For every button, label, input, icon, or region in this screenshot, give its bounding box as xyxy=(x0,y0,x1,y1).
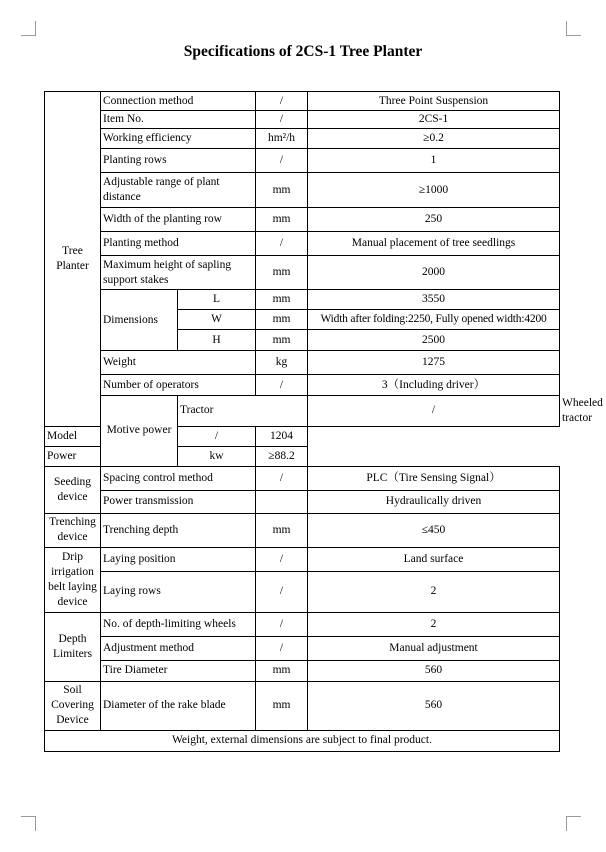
value-cell: Hydraulically driven xyxy=(308,490,560,513)
param-label: Width of the planting row xyxy=(101,208,256,232)
value-cell: ≤450 xyxy=(308,513,560,547)
unit-cell: kw xyxy=(178,446,256,466)
unit-cell: / xyxy=(256,571,308,612)
unit-cell: mm xyxy=(256,681,308,730)
unit-cell: mm xyxy=(256,290,308,310)
group-label: Trenching device xyxy=(45,513,101,547)
value-cell: Three Point Suspension xyxy=(308,92,560,111)
table-row xyxy=(45,173,560,208)
unit-cell: mm xyxy=(256,513,308,547)
unit-cell: hm²/h xyxy=(256,129,308,149)
param-label: Connection method xyxy=(101,92,256,111)
value-cell: ≥0.2 xyxy=(308,129,560,149)
table-row xyxy=(45,730,560,751)
value-cell: 1 xyxy=(308,149,560,173)
unit-cell: mm xyxy=(256,330,308,351)
table-row xyxy=(45,375,560,396)
value-cell: 2 xyxy=(308,571,560,612)
param-label: Adjustment method xyxy=(101,636,256,660)
unit-cell: mm xyxy=(256,660,308,681)
table-row: Motive power Tractor / Wheeled tractor xyxy=(45,396,560,427)
param-label: Dimensions xyxy=(101,290,178,351)
unit-cell: mm xyxy=(256,208,308,232)
value-cell: 3550 xyxy=(308,290,560,310)
table-row xyxy=(45,446,560,466)
unit-cell: / xyxy=(256,612,308,636)
unit-cell: / xyxy=(178,426,256,446)
corner-mark-bottom-right xyxy=(566,816,581,831)
value-cell: 2 xyxy=(308,612,560,636)
table-row xyxy=(45,660,560,681)
table-row xyxy=(45,129,560,149)
unit-cell: mm xyxy=(256,310,308,330)
param-label: Tire Diameter xyxy=(101,660,256,681)
table-row xyxy=(45,290,560,310)
value-cell: PLC（Tire Sensing Signal） xyxy=(308,466,560,490)
corner-mark-top-left xyxy=(21,21,36,36)
value-cell: 2500 xyxy=(308,330,560,351)
group-label: Seeding device xyxy=(45,466,101,513)
unit-cell: mm xyxy=(256,256,308,290)
param-label: Trenching depth xyxy=(101,513,256,547)
unit-cell: / xyxy=(308,396,560,427)
group-label: Depth Limiters xyxy=(45,612,101,681)
value-cell: 3（Including driver） xyxy=(308,375,560,396)
table-row xyxy=(45,149,560,173)
table-row xyxy=(45,232,560,256)
corner-mark-top-right xyxy=(566,21,581,36)
value-cell: Width after folding:2250, Fully opened width:4200 xyxy=(308,310,560,330)
value-cell: 1204 xyxy=(256,426,308,446)
table-row xyxy=(45,351,560,375)
value-cell: 560 xyxy=(308,660,560,681)
unit-cell: / xyxy=(256,111,308,129)
unit-cell: / xyxy=(256,636,308,660)
table-row xyxy=(45,490,560,513)
dimension-label: H xyxy=(178,330,256,351)
group-label: Soil Covering Device xyxy=(45,681,101,730)
value-cell: Manual placement of tree seedlings xyxy=(308,232,560,256)
param-label: Maximum height of sapling support stakes xyxy=(101,256,256,290)
param-label: Number of operators xyxy=(101,375,256,396)
param-label: Laying rows xyxy=(101,571,256,612)
param-label: Weight xyxy=(101,351,256,375)
param-label: Adjustable range of plant distance xyxy=(101,173,256,208)
table-row xyxy=(45,547,560,571)
param-label: Power transmission xyxy=(101,490,256,513)
table-row xyxy=(45,208,560,232)
value-cell: 560 xyxy=(308,681,560,730)
group-label: Motive power xyxy=(101,396,178,467)
table-row xyxy=(45,111,560,129)
table-row xyxy=(45,636,560,660)
spec-table xyxy=(44,91,603,752)
value-cell: Manual adjustment xyxy=(308,636,560,660)
table-row xyxy=(45,92,560,111)
param-label: Planting method xyxy=(101,232,256,256)
table-row xyxy=(45,681,560,730)
param-label: Tractor xyxy=(178,396,308,427)
value-cell: 1275 xyxy=(308,351,560,375)
value-cell: 2CS-1 xyxy=(308,111,560,129)
value-cell: Land surface xyxy=(308,547,560,571)
group-label: Tree Planter xyxy=(45,92,101,427)
value-cell: ≥1000 xyxy=(308,173,560,208)
table-row xyxy=(45,513,560,547)
param-label: Working efficiency xyxy=(101,129,256,149)
param-label: Laying position xyxy=(101,547,256,571)
param-label: Item No. xyxy=(101,111,256,129)
unit-cell: / xyxy=(256,375,308,396)
value-cell: 250 xyxy=(308,208,560,232)
table-row xyxy=(45,466,560,490)
param-label: Spacing control method xyxy=(101,466,256,490)
table-row xyxy=(45,612,560,636)
page-title: Specifications of 2CS-1 Tree Planter xyxy=(183,43,423,60)
unit-cell xyxy=(256,490,308,513)
table-footnote: Weight, external dimensions are subject to final product. xyxy=(45,730,560,751)
param-label: Planting rows xyxy=(101,149,256,173)
unit-cell: / xyxy=(256,547,308,571)
unit-cell: / xyxy=(256,92,308,111)
unit-cell: / xyxy=(256,232,308,256)
unit-cell: mm xyxy=(256,173,308,208)
unit-cell: / xyxy=(256,466,308,490)
dimension-label: W xyxy=(178,310,256,330)
param-label: Power xyxy=(45,446,178,466)
table-row xyxy=(45,571,560,612)
unit-cell: kg xyxy=(256,351,308,375)
param-label: No. of depth-limiting wheels xyxy=(101,612,256,636)
value-cell: 2000 xyxy=(308,256,560,290)
group-label: Drip irrigation belt laying device xyxy=(45,547,101,612)
corner-mark-bottom-left xyxy=(21,816,36,831)
param-label: Diameter of the rake blade xyxy=(101,681,256,730)
param-label: Model xyxy=(45,426,178,446)
value-cell: ≥88.2 xyxy=(256,446,308,466)
dimension-label: L xyxy=(178,290,256,310)
unit-cell: / xyxy=(256,149,308,173)
table-row xyxy=(45,256,560,290)
